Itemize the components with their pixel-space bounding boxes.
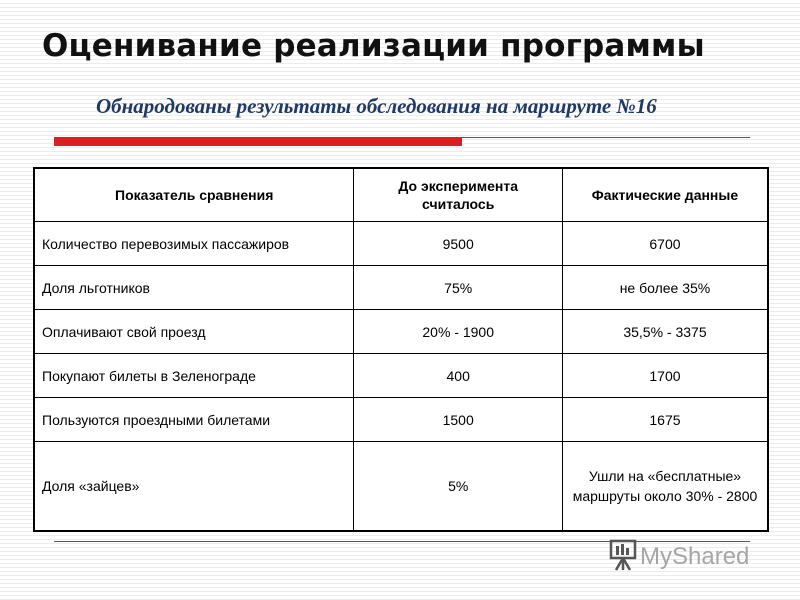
table-row — [34, 266, 768, 310]
actual-value-cell: 1700 — [562, 354, 768, 398]
actual-value-cell: 1675 — [562, 398, 768, 442]
slide-title: Оценивание реализации программы — [42, 28, 705, 64]
indicator-cell: Количество перевозимых пассажиров — [34, 222, 354, 266]
table-row — [34, 354, 768, 398]
table-row — [34, 222, 768, 266]
slide-subtitle: Обнародованы результаты обследования на маршруте №16 — [96, 94, 657, 118]
comparison-table — [33, 167, 769, 532]
table-row — [34, 398, 768, 442]
header-before-experiment: До эксперимента считалось — [354, 168, 563, 222]
indicator-cell: Доля «зайцев» — [34, 442, 354, 532]
table-header-row — [34, 168, 768, 222]
header-indicator: Показатель сравнения — [34, 168, 354, 222]
myshared-watermark — [607, 537, 767, 573]
title-divider-bar — [54, 138, 462, 146]
before-value-cell: 400 — [354, 354, 563, 398]
actual-value-cell: 6700 — [562, 222, 768, 266]
before-value-cell: 20% - 1900 — [354, 310, 563, 354]
header-actual-data: Фактические данные — [562, 168, 768, 222]
actual-value-cell: Ушли на «бесплатные» маршруты около 30% - 2800 — [562, 442, 768, 532]
before-value-cell: 5% — [354, 442, 563, 532]
indicator-cell: Оплачивают свой проезд — [34, 310, 354, 354]
before-value-cell: 75% — [354, 266, 563, 310]
actual-value-cell: 35,5% - 3375 — [562, 310, 768, 354]
before-value-cell: 1500 — [354, 398, 563, 442]
table-row — [34, 310, 768, 354]
watermark-text: MyShared — [640, 543, 750, 570]
before-value-cell: 9500 — [354, 222, 563, 266]
indicator-cell: Доля льготников — [34, 266, 354, 310]
indicator-cell: Покупают билеты в Зеленограде — [34, 354, 354, 398]
presentation-board-icon — [611, 541, 635, 570]
table-row — [34, 442, 768, 532]
indicator-cell: Пользуются проездными билетами — [34, 398, 354, 442]
actual-value-cell: не более 35% — [562, 266, 768, 310]
